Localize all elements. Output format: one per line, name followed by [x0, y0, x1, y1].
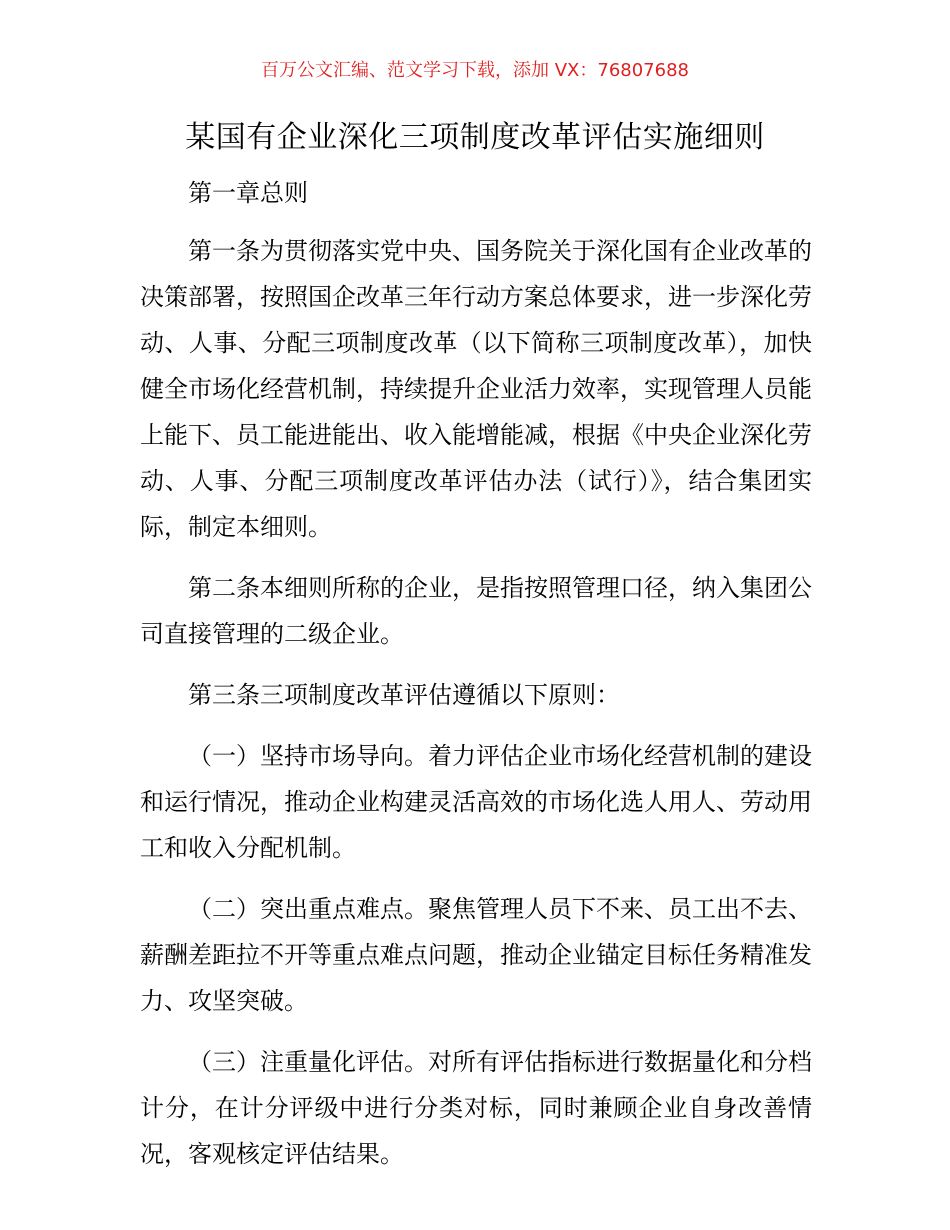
chapter-heading: 第一章总则 — [188, 179, 308, 207]
paragraph-article-1: 第一条为贯彻落实党中央、国务院关于深化国有企业改革的决策部署，按照国企改革三年行动方案总体要求，进一步深化劳动、人事、分配三项制度改革（以下简称三项制度改革），加快健全市场化经营机制，持续提升企业活力效率，实现管理人员能上能下、员工能进能出、收入能增能减，根据《中央企业深化劳动、人事、分配三项制度改革评估办法（试行）》，结合集团实际，制定本细则。 — [140, 237, 812, 541]
paragraph-article-3: 第三条三项制度改革评估遵循以下原则： — [188, 681, 620, 709]
paragraph-principle-1: （一）坚持市场导向。着力评估企业市场化经营机制的建设和运行情况，推动企业构建灵活高效的市场化选人用人、劳动用工和收入分配机制。 — [140, 742, 812, 862]
paragraph-article-2: 第二条本细则所称的企业，是指按照管理口径，纳入集团公司直接管理的二级企业。 — [140, 574, 812, 648]
watermark-text: 百万公文汇编、范文学习下载，添加 VX：76807688 — [261, 60, 689, 81]
paragraph-principle-3: （三）注重量化评估。对所有评估指标进行数据量化和分档计分，在计分评级中进行分类对标，同时兼顾企业自身改善情况，客观核定评估结果。 — [140, 1048, 812, 1168]
document-title: 某国有企业深化三项制度改革评估实施细则 — [185, 120, 765, 155]
document-body — [140, 170, 812, 1192]
paragraph-principle-2: （二）突出重点难点。聚焦管理人员下不来、员工出不去、薪酬差距拉不开等重点难点问题，推动企业锚定目标任务精准发力、攻坚突破。 — [140, 895, 812, 1015]
